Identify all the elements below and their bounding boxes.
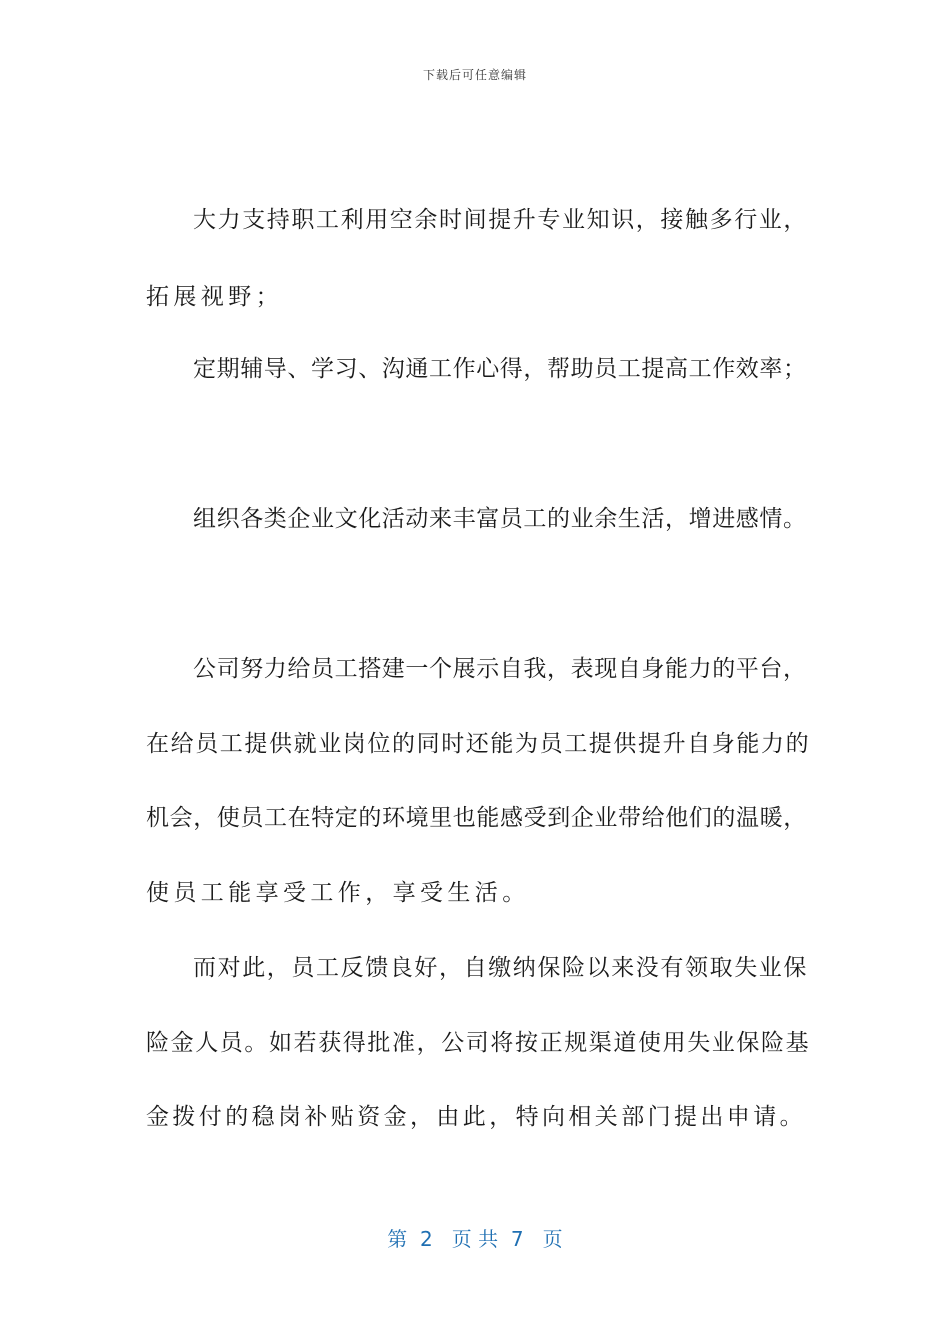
paragraph-4-line-3: 机会，使员工在特定的环境里也能感受到企业带给他们的温暖， [146,805,807,831]
paragraph-1-line-2: 拓展视野； [146,284,283,310]
paragraph-4-line-1: 公司努力给员工搭建一个展示自我，表现自身能力的平台， [193,656,807,682]
paragraph-5-line-2: 险金人员。如若获得批准，公司将按正规渠道使用失业保险基 [146,1030,811,1056]
paragraph-1-line-1: 大力支持职工利用空余时间提升专业知识，接触多行业， [193,207,808,233]
paragraph-4-line-2: 在给员工提供就业岗位的同时还能为员工提供提升自身能力的 [146,731,811,757]
paragraph-3-line-1: 组织各类企业文化活动来丰富员工的业余生活，增进感情。 [193,506,807,532]
page-header: 下载后可任意编辑 [422,68,527,82]
paragraph-2-line-1: 定期辅导、学习、沟通工作心得，帮助员工提高工作效率； [193,356,807,382]
paragraph-4-line-4: 使员工能享受工作，享受生活。 [146,880,530,906]
paragraph-5-line-3: 金拨付的稳岗补贴资金，由此，特向相关部门提出申请。 [146,1104,806,1130]
page-footer: 第 2 页 共 7 页 [387,1227,563,1251]
paragraph-5-line-1: 而对此，员工反馈良好，自缴纳保险以来没有领取失业保 [193,955,808,981]
